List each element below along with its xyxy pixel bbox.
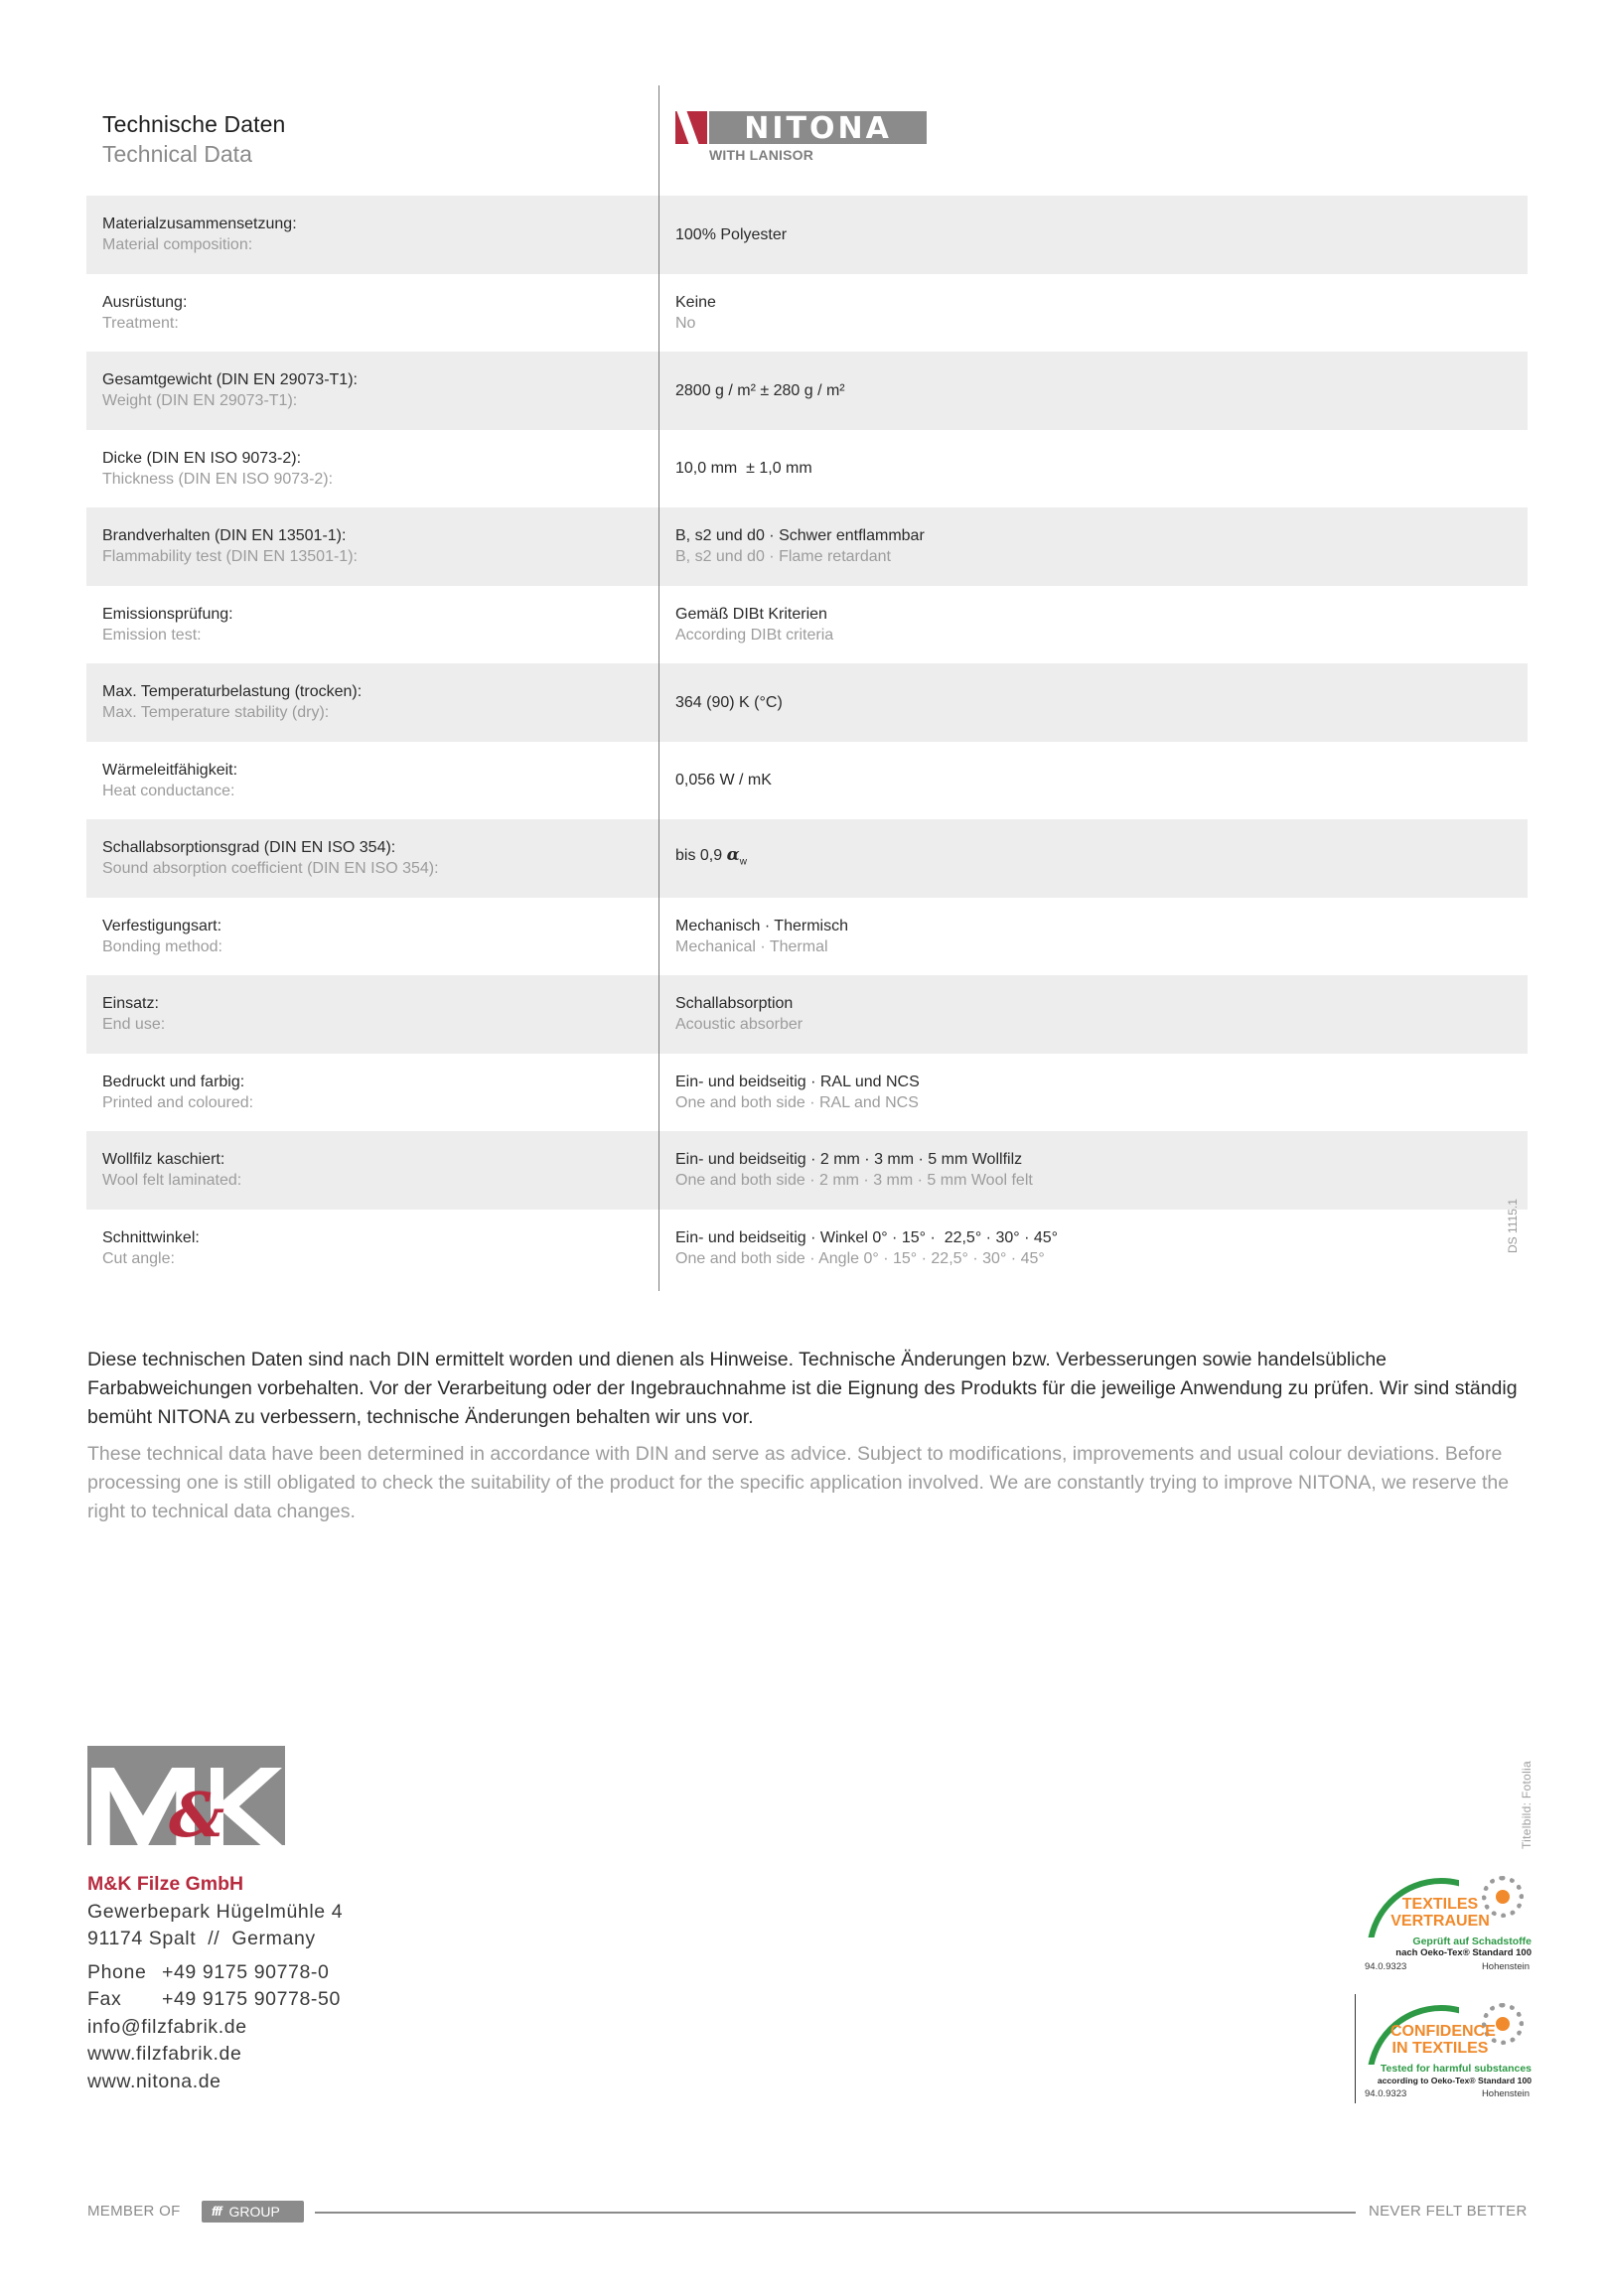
row-label — [102, 742, 649, 820]
row-value — [675, 1054, 1510, 1132]
value-de — [675, 845, 1510, 872]
table-row — [86, 586, 1528, 664]
label-en: Treatment: — [102, 314, 179, 332]
fff-group-badge — [202, 2201, 304, 2223]
column-divider — [658, 85, 659, 1291]
phone-number: +49 9175 90778-0 — [162, 1960, 330, 1983]
mk-logo-ampersand-icon: & — [169, 1779, 224, 1845]
disclaimer — [87, 1346, 1537, 1526]
image-credit: Titelbild: Fotolia — [1520, 1761, 1534, 1849]
value-de: 10,0 mm ± 1,0 mm — [675, 460, 812, 478]
value-en: One and both side · RAL and NCS — [675, 1093, 919, 1111]
value-en: One and both side · 2 mm · 3 mm · 5 mm Wool felt — [675, 1172, 1033, 1190]
nitona-logo-wordmark: NITONA — [709, 111, 927, 144]
value-de: 0,056 W / mK — [675, 772, 772, 789]
value-de: Gemäß DIBt Kriterien — [675, 605, 827, 623]
fff-group-icon: fff — [212, 2204, 221, 2219]
label-en: Max. Temperature stability (dry): — [102, 704, 330, 722]
row-label — [102, 1131, 649, 1210]
nitona-website[interactable]: www.nitona.de — [87, 2070, 221, 2092]
value-de: Mechanisch · Thermisch — [675, 917, 848, 934]
label-de: Max. Temperaturbelastung (trocken): — [102, 683, 363, 701]
label-de: Gesamtgewicht (DIN EN 29073-T1): — [102, 371, 358, 389]
label-en: Thickness (DIN EN ISO 9073-2): — [102, 470, 334, 488]
row-value — [675, 663, 1510, 742]
mk-logo — [87, 1746, 285, 1845]
phone-label: Phone — [87, 1960, 147, 1983]
label-de: Dicke (DIN EN ISO 9073-2): — [102, 449, 302, 467]
row-label — [102, 507, 649, 586]
label-en: Flammability test (DIN EN 13501-1): — [102, 548, 358, 566]
table-row — [86, 1054, 1528, 1132]
row-label — [102, 1054, 649, 1132]
oeko-number: 94.0.9323 — [1365, 1961, 1407, 1972]
company-city: 91174 Spalt // Germany — [87, 1928, 316, 1949]
label-en: Cut angle: — [102, 1249, 175, 1267]
company-street: Gewerbepark Hügelmühle 4 — [87, 1900, 344, 1923]
row-value — [675, 352, 1510, 430]
row-value — [675, 742, 1510, 820]
fax-number: +49 9175 90778-50 — [162, 1988, 341, 2010]
value-text: bis 0,9 — [675, 846, 723, 864]
table-row — [86, 196, 1528, 274]
label-en: Bonding method: — [102, 937, 222, 955]
value-de: B, s2 und d0 · Schwer entflammbar — [675, 527, 925, 545]
value-en: According DIBt criteria — [675, 626, 834, 644]
label-en: Printed and coloured: — [102, 1093, 254, 1111]
company-phone — [87, 1959, 343, 1987]
value-en: Mechanical · Thermal — [675, 937, 828, 955]
oeko-footer — [1365, 1961, 1530, 1972]
row-value — [675, 898, 1510, 976]
company-email[interactable]: info@filzfabrik.de — [87, 2015, 247, 2038]
row-label — [102, 975, 649, 1054]
value-de: Keine — [675, 293, 716, 311]
oeko-separator — [1355, 1994, 1356, 2103]
value-de: Ein- und beidseitig · RAL und NCS — [675, 1073, 920, 1090]
row-label — [102, 1210, 649, 1288]
row-label — [102, 819, 649, 898]
company-name: M&K Filze GmbH — [87, 1873, 244, 1895]
oeko-line2: nach Oeko-Tex® Standard 100 — [1395, 1947, 1532, 1958]
table-row — [86, 430, 1528, 508]
oeko-number: 94.0.9323 — [1365, 2088, 1407, 2099]
row-label — [102, 586, 649, 664]
value-en: B, s2 und d0 · Flame retardant — [675, 548, 891, 566]
table-row — [86, 975, 1528, 1054]
row-value — [675, 1131, 1510, 1210]
table-row — [86, 742, 1528, 820]
page-subtitle: Technical Data — [102, 141, 252, 167]
row-value — [675, 819, 1510, 898]
value-de: 2800 g / m² ± 280 g / m² — [675, 381, 845, 399]
row-value — [675, 196, 1510, 274]
row-label — [102, 352, 649, 430]
label-de: Wollfilz kaschiert: — [102, 1151, 225, 1169]
label-en: Emission test: — [102, 626, 202, 644]
oeko-institute: Hohenstein — [1481, 2088, 1530, 2099]
oeko-tex-label-en — [1361, 2001, 1532, 2108]
technical-data-table — [86, 196, 1528, 1287]
oeko-institute: Hohenstein — [1481, 1961, 1530, 1972]
oeko-title: CONFIDENCE IN TEXTILES — [1390, 2023, 1496, 2057]
row-label — [102, 274, 649, 353]
value-en: One and both side · Angle 0° · 15° · 22,5° · 30° · 45° — [675, 1249, 1045, 1267]
label-de: Bedruckt und farbig: — [102, 1073, 245, 1090]
label-en: Weight (DIN EN 29073-T1): — [102, 392, 298, 410]
document-id: DS 1115.1 — [1506, 1199, 1520, 1253]
value-en: Acoustic absorber — [675, 1016, 804, 1034]
row-value — [675, 586, 1510, 664]
row-value — [675, 507, 1510, 586]
row-value — [675, 1210, 1510, 1288]
footer-rule — [315, 2212, 1356, 2214]
label-de: Emissionsprüfung: — [102, 605, 233, 623]
oeko-line2: according to Oeko-Tex® Standard 100 — [1377, 2076, 1532, 2085]
table-row — [86, 1131, 1528, 1210]
label-de: Einsatz: — [102, 995, 159, 1013]
table-row — [86, 1210, 1528, 1288]
tagline: NEVER FELT BETTER — [1369, 2203, 1528, 2220]
oeko-tex-label-de — [1361, 1874, 1532, 1981]
row-value — [675, 430, 1510, 508]
alpha-w-symbol — [727, 845, 747, 865]
value-en: No — [675, 314, 696, 332]
row-label — [102, 196, 649, 274]
label-de: Ausrüstung: — [102, 293, 188, 311]
company-fax — [87, 1986, 343, 2014]
oeko-title: TEXTILES VERTRAUEN — [1390, 1896, 1490, 1930]
value-de: Schallabsorption — [675, 995, 794, 1013]
value-de: Ein- und beidseitig · Winkel 0° · 15° · 22,5° · 30° · 45° — [675, 1228, 1059, 1246]
table-row — [86, 819, 1528, 898]
label-en: End use: — [102, 1016, 166, 1034]
row-label — [102, 898, 649, 976]
row-label — [102, 430, 649, 508]
page-title: Technische Daten — [102, 111, 286, 137]
label-en: Sound absorption coefficient (DIN EN ISO 354): — [102, 860, 439, 878]
row-label — [102, 663, 649, 742]
disclaimer-en: These technical data have been determined in accordance with DIN and serve as advice. Subject to modifications, improvements and usual colour deviations. Before processing one is still obligated to check the suitability of the product for the specific application involved. We are constantly trying to improve NITONA, we reserve the right to technical data changes. — [87, 1443, 1510, 1522]
nitona-logo-subtitle: WITH LANISOR — [709, 147, 814, 163]
disclaimer-de: Diese technischen Daten sind nach DIN ermittelt worden und dienen als Hinweise. Technische Änderungen bzw. Verbesserungen sowie handelsübliche Farbabweichungen vorbehalten. Vor der Verarbeitung oder der Ingebrauchnahme ist die Eignung des Produkts für die jeweilige Anwendung zu prüfen. Wir sind ständig bemüht NITONA zu verbessern, technische Änderungen behalten wir uns vor. — [87, 1349, 1518, 1428]
alpha-subscript: w — [739, 855, 747, 867]
table-row — [86, 274, 1528, 353]
label-de: Schallabsorptionsgrad (DIN EN ISO 354): — [102, 839, 396, 857]
oeko-line1: Geprüft auf Schadstoffe — [1412, 1936, 1532, 1947]
table-row — [86, 898, 1528, 976]
table-row — [86, 663, 1528, 742]
table-row — [86, 352, 1528, 430]
value-de: 364 (90) K (°C) — [675, 693, 783, 711]
label-de: Verfestigungsart: — [102, 917, 222, 934]
value-de: Ein- und beidseitig · 2 mm · 3 mm · 5 mm Wollfilz — [675, 1151, 1023, 1169]
member-of-label: MEMBER OF — [87, 2203, 181, 2220]
label-de: Schnittwinkel: — [102, 1228, 200, 1246]
oeko-footer — [1365, 2088, 1530, 2099]
label-en: Material composition: — [102, 236, 253, 254]
nitona-logo — [675, 111, 927, 163]
table-row — [86, 507, 1528, 586]
alpha-symbol: α — [726, 844, 740, 865]
row-value — [675, 274, 1510, 353]
oeko-line1: Tested for harmful substances — [1380, 2063, 1532, 2075]
row-value — [675, 975, 1510, 1054]
company-address — [87, 1871, 343, 2095]
company-website[interactable]: www.filzfabrik.de — [87, 2043, 242, 2065]
group-label: GROUP — [228, 2204, 280, 2220]
nitona-logo-mark-icon — [675, 111, 707, 144]
value-de: 100% Polyester — [675, 225, 788, 243]
label-en: Wool felt laminated: — [102, 1172, 242, 1190]
label-de: Wärmeleitfähigkeit: — [102, 761, 238, 779]
fax-label: Fax — [87, 1988, 122, 2010]
label-de: Materialzusammensetzung: — [102, 215, 297, 233]
label-en: Heat conductance: — [102, 782, 235, 799]
label-de: Brandverhalten (DIN EN 13501-1): — [102, 527, 347, 545]
